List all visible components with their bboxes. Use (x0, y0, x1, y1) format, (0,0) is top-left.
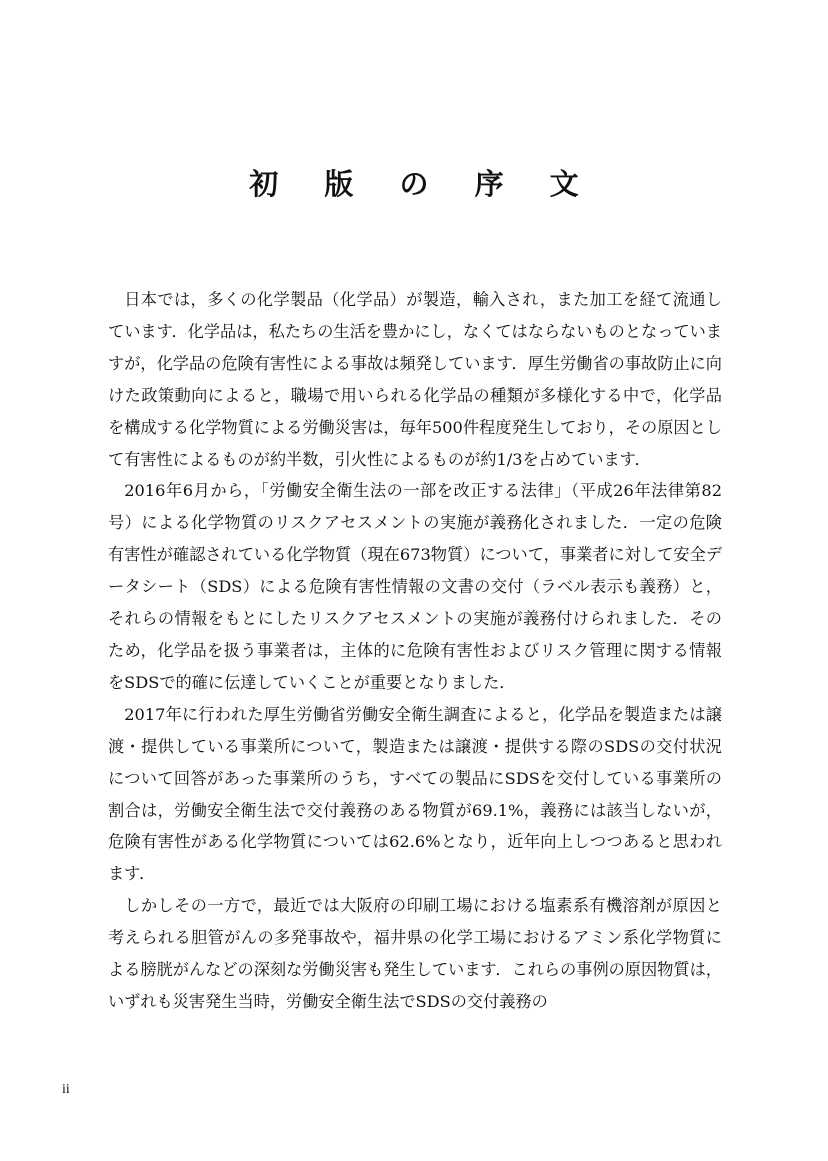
page-title: 初 版 の 序 文 (249, 167, 597, 201)
paragraph-1: 日本では，多くの化学製品（化学品）が製造，輸入され，また加工を経て流通しています．化学品は，私たちの生活を豊かにし，なくてはならないものとなっていますが，化学品の危険有害性による事故は頻発しています．厚生労働省の事故防止に向けた政策動向によると，職場で用いられる化学品の種類が多様化する中で，化学品を構成する化学物質による労働災害は，毎年500件程度発生しており，その原因として有害性によるものが約半数，引火性によるものが約1/3を占めています． (108, 290, 722, 469)
paragraph-2: 2016年6月から，「労働安全衛生法の一部を改正する法律」（平成26年法律第82号）による化学物質のリスクアセスメントの実施が義務化されました．一定の危険有害性が確認されている化学物質（現在673物質）について，事業者に対して安全データシート（SDS）による危険有害性情報の文書の交付（ラベル表示も義務）と，それらの情報をもとにしたリスクアセスメントの実施が義務付けられました．そのため，化学品を扱う事業者は，主体的に危険有害性およびリスク管理に関する情報をSDSで的確に伝達していくことが重要となりました． (108, 481, 722, 692)
paragraph-4: しかしその一方で，最近では大阪府の印刷工場における塩素系有機溶剤が原因と考えられる胆管がんの多発事故や，福井県の化学工場におけるアミン系化学物質による膀胱がんなどの深刻な労働災害も発生しています．これらの事例の原因物質は，いずれも災害発生当時，労働安全衛生法でSDSの交付義務の (108, 896, 722, 1011)
paragraph-3: 2017年に行われた厚生労働省労働安全衛生調査によると，化学品を製造または譲渡・提供している事業所について，製造または譲渡・提供する際のSDSの交付状況について回答があった事業所のうち，すべての製品にSDSを交付している事業所の割合は，労働安全衛生法で交付義務のある物質が69.1%，義務には該当しないが，危険有害性がある化学物質については62.6%となり，近年向上しつつあると思われます． (108, 704, 722, 884)
page-number: ii (62, 1082, 70, 1097)
preface-body (108, 284, 722, 1018)
